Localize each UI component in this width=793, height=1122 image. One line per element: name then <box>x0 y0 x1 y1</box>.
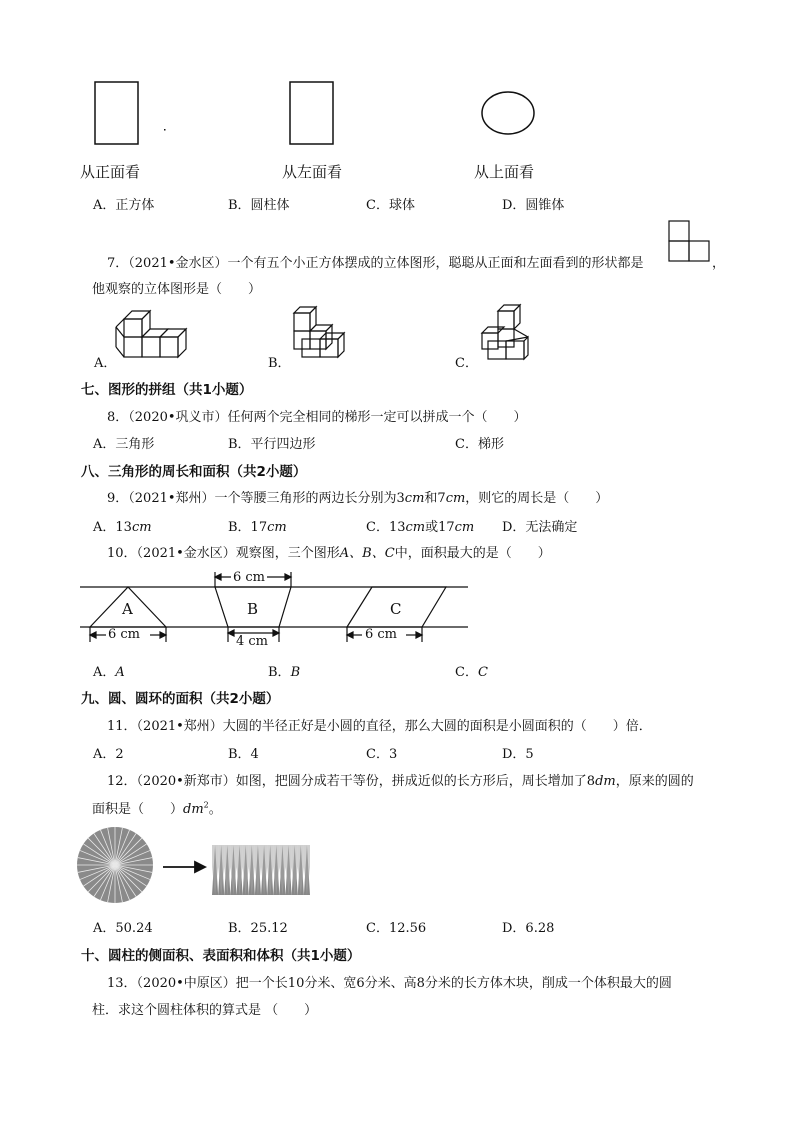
top-view-label: 从上面看 <box>474 163 535 181</box>
q10-question <box>107 542 551 561</box>
label-top-6cm: 6 cm <box>233 570 266 585</box>
q12-option-c[interactable]: C．12.56 <box>366 921 427 936</box>
q7-option-c[interactable]: C． <box>455 356 478 371</box>
label-a-base: 6 cm <box>108 627 141 642</box>
q12-question-line2: 面积是（ ）$dm^2$。 <box>92 800 222 817</box>
q9-unit-1: cm <box>404 491 425 506</box>
q11-question: 11．（2021•郑州）大圆的半径正好是小圆的直径，那么大圆的面积是小圆面积的（ ）倍． <box>107 719 652 734</box>
label-c: C <box>390 600 402 618</box>
front-view-rect <box>95 82 138 144</box>
q13-question-line2: 柱．求这个圆柱体积的算式是 （ ） <box>92 1003 318 1018</box>
q7-figure-b <box>286 305 356 361</box>
section-9-title: 九、圆、圆环的面积（共2小题） <box>81 691 280 707</box>
q7-comma: ， <box>712 256 726 271</box>
front-view-label: 从正面看 <box>80 163 141 181</box>
label-b-base: 4 cm <box>236 634 269 649</box>
q7-option-a[interactable]: A． <box>94 356 117 371</box>
q9-question <box>107 487 608 506</box>
label-a: A <box>122 600 133 618</box>
q9-unit-2: cm <box>445 491 466 506</box>
q12-figure <box>0 825 793 905</box>
q9-option-b[interactable]: B．17cm <box>228 520 287 535</box>
q10-option-a[interactable]: A．A <box>93 665 125 680</box>
q10-shapes: A、B、C <box>339 546 395 561</box>
dot-mark <box>164 129 166 131</box>
q9-text-b: 和7 <box>424 491 446 506</box>
q6-option-a[interactable]: A．正方体 <box>93 198 155 213</box>
arrow <box>163 862 205 872</box>
q9-option-a[interactable]: A．13cm <box>93 520 152 535</box>
q6-option-c[interactable]: C．球体 <box>366 198 415 213</box>
q7-number: 7． <box>107 256 129 271</box>
label-c-base: 6 cm <box>365 627 398 642</box>
label-b: B <box>247 600 259 618</box>
q6-option-d[interactable]: D．圆锥体 <box>502 198 565 213</box>
q12-option-d[interactable]: D．6.28 <box>502 921 555 936</box>
q8-option-a[interactable]: A．三角形 <box>93 437 155 452</box>
q8-question: 8．（2020•巩义市）任何两个完全相同的梯形一定可以拼成一个（ ） <box>107 410 527 425</box>
top-view-circle <box>482 92 534 134</box>
q7-text-part1: （2021•金水区）一个有五个小正方体摆成的立体图形，聪聪从正面和左面看到的形状都是 <box>128 256 644 271</box>
q8-option-b[interactable]: B．平行四边形 <box>228 437 316 452</box>
q9-text-a: 9．（2021•郑州）一个等腰三角形的两边长分别为3 <box>107 491 405 506</box>
q10-option-b[interactable]: B．B <box>268 665 301 680</box>
q8-option-c[interactable]: C．梯形 <box>455 437 504 452</box>
q12-question-line1: 12．（2020•新郑市）如图，把圆分成若干等份，拼成近似的长方形后，周长增加了8dm，原来的圆的 <box>107 774 694 789</box>
approx-rectangle <box>212 845 310 895</box>
q7-text-part2: 他观察的立体图形是（ ） <box>92 282 262 297</box>
left-view-label: 从左面看 <box>282 163 343 181</box>
q12-option-a[interactable]: A．50.24 <box>93 921 153 936</box>
q9-option-c[interactable]: C．13cm或17cm <box>366 520 475 535</box>
q11-option-b[interactable]: B．4 <box>228 747 259 762</box>
q11-option-d[interactable]: D．5 <box>502 747 534 762</box>
q10-text-b: 中，面积最大的是（ ） <box>394 546 551 561</box>
q11-option-c[interactable]: C．3 <box>366 747 398 762</box>
q7-question <box>107 252 644 271</box>
q7-option-b[interactable]: B． <box>268 356 291 371</box>
q9-text-c: ，则它的周长是（ ） <box>465 491 609 506</box>
left-view-rect <box>290 82 333 144</box>
front-view-figure <box>0 0 793 160</box>
q11-option-a[interactable]: A．2 <box>93 747 124 762</box>
sectored-circle <box>75 825 155 905</box>
q13-question-line1: 13．（2020•中原区）把一个长10分米、宽6分米、高8分米的长方体木块，削成一个体积最大的圆 <box>107 976 672 991</box>
q6-option-b[interactable]: B．圆柱体 <box>228 198 290 213</box>
q12-option-b[interactable]: B．25.12 <box>228 921 288 936</box>
q10-text-a: 10．（2021•金水区）观察图，三个图形 <box>107 546 340 561</box>
section-7-title: 七、图形的拼组（共1小题） <box>81 382 253 398</box>
q7-view-shape <box>668 220 712 262</box>
q9-option-d[interactable]: D．无法确定 <box>502 520 578 535</box>
q7-figure-c <box>476 303 536 361</box>
q7-figure-a <box>112 305 192 361</box>
q10-option-c[interactable]: C．C <box>455 665 488 680</box>
section-8-title: 八、三角形的周长和面积（共2小题） <box>81 464 307 480</box>
section-10-title: 十、圆柱的侧面积、表面积和体积（共1小题） <box>81 948 361 964</box>
